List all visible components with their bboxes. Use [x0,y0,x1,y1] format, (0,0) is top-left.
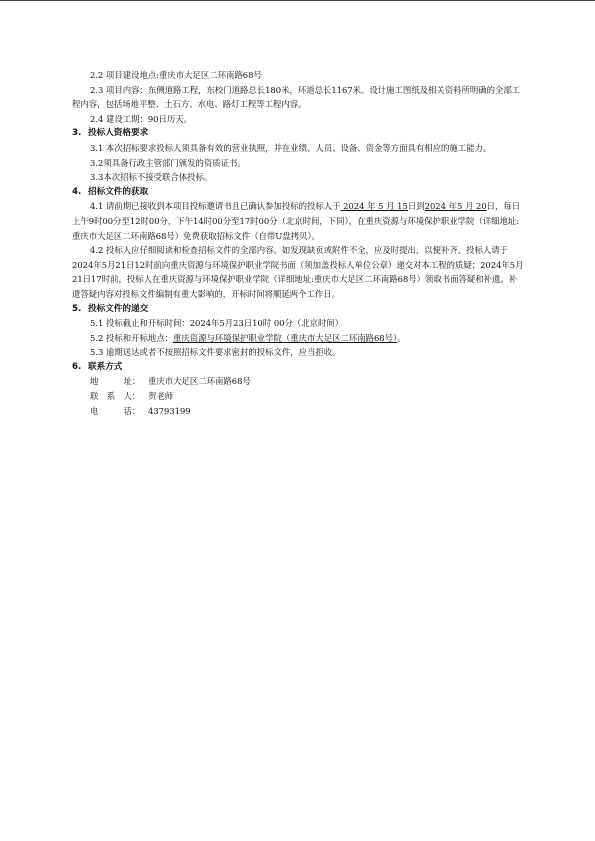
section-4-heading: 4. 招标文件的获取 [72,186,149,197]
end-date: 2024 年5 月 20 [424,201,487,212]
page-top-rule [0,0,595,1]
section-3-heading: 3. 投标人资格要求 [72,128,149,139]
item-2-4: 2.4 建设工期：90日历天。 [90,113,193,124]
item-5-1: 5.1 投标截止和开标时间：2024年5月23日10时 00分（北京时间） [90,318,344,329]
item-4-2: 4.2 投标人应仔细阅读和检查招标文件的全部内容。如发现缺页或附件不全，应及时提出，以便补齐。投标人请于2024年5月21日12时前向重庆资源与环境保护职业学院书面（须加盖投标人单位公章）递交对本工程的质疑；2024年5月21日17时前，投标人在重庆资源与环境保护职业学院（详细地址:重庆市大足区二环南路68号）领取书面答疑和补遗。补遗答疑内容对投标文件编制有重大影响的，开标时间将顺延两个工作日。 [72,245,524,299]
contact-address: 地 址： 重庆市大足区二环南路68号 [90,376,251,387]
bid-location: 重庆资源与环境保护职业学院（重庆市大足区二环南路68号） [172,332,398,343]
item-2-2: 2.2 项目建设地点:重庆市大足区二环南路68号 [90,70,262,80]
item-5-2: 5.2 投标和开标地点：重庆资源与环境保护职业学院（重庆市大足区二环南路68号）。 [90,332,406,343]
item-3-3: 3.3本次招标不接受联合体投标。 [90,172,213,183]
contact-person: 联 系 人： 贺老师 [90,391,174,402]
item-3-1: 3.1 本次招标要求投标人须具备有效的营业执照，并在业绩、人员、设备、资金等方面具有相应的施工能力。 [90,142,492,153]
item-5-3: 5.3 逾期送达或者不按照招标文件要求密封的投标文件，应当拒收。 [90,347,341,358]
section-6-heading: 6. 联系方式 [72,361,123,372]
start-date: 2024 年 5 月 15 [340,201,408,212]
item-3-2: 3.2须具备行政主管部门颁发的资质证书。 [90,157,246,168]
document-body [72,68,525,418]
item-4-1: 4.1 请前期已接收到本项目投标邀请书且已确认参加投标的投标人于 2024 年 5 月 15日到2024 年5 月 20日，每日上午9时00分至12时00分，下午14时00分至17时00分（北京时间，下同），在重庆资源与环境保护职业学院（详细地址:重庆市大足区二环南路68号）免费获取招标文件（自带U盘拷贝）。 [72,201,521,241]
contact-phone: 电 话： 43793199 [90,405,191,416]
section-5-heading: 5. 投标文件的递交 [72,303,149,314]
item-2-3: 2.3 项目内容：东侧道路工程，东校门道路总长180米，环道总长1167米。设计施工图纸及相关资料所明确的全部工程内容，包括场地平整、土石方、水电、路灯工程等工程内容。 [72,84,521,110]
